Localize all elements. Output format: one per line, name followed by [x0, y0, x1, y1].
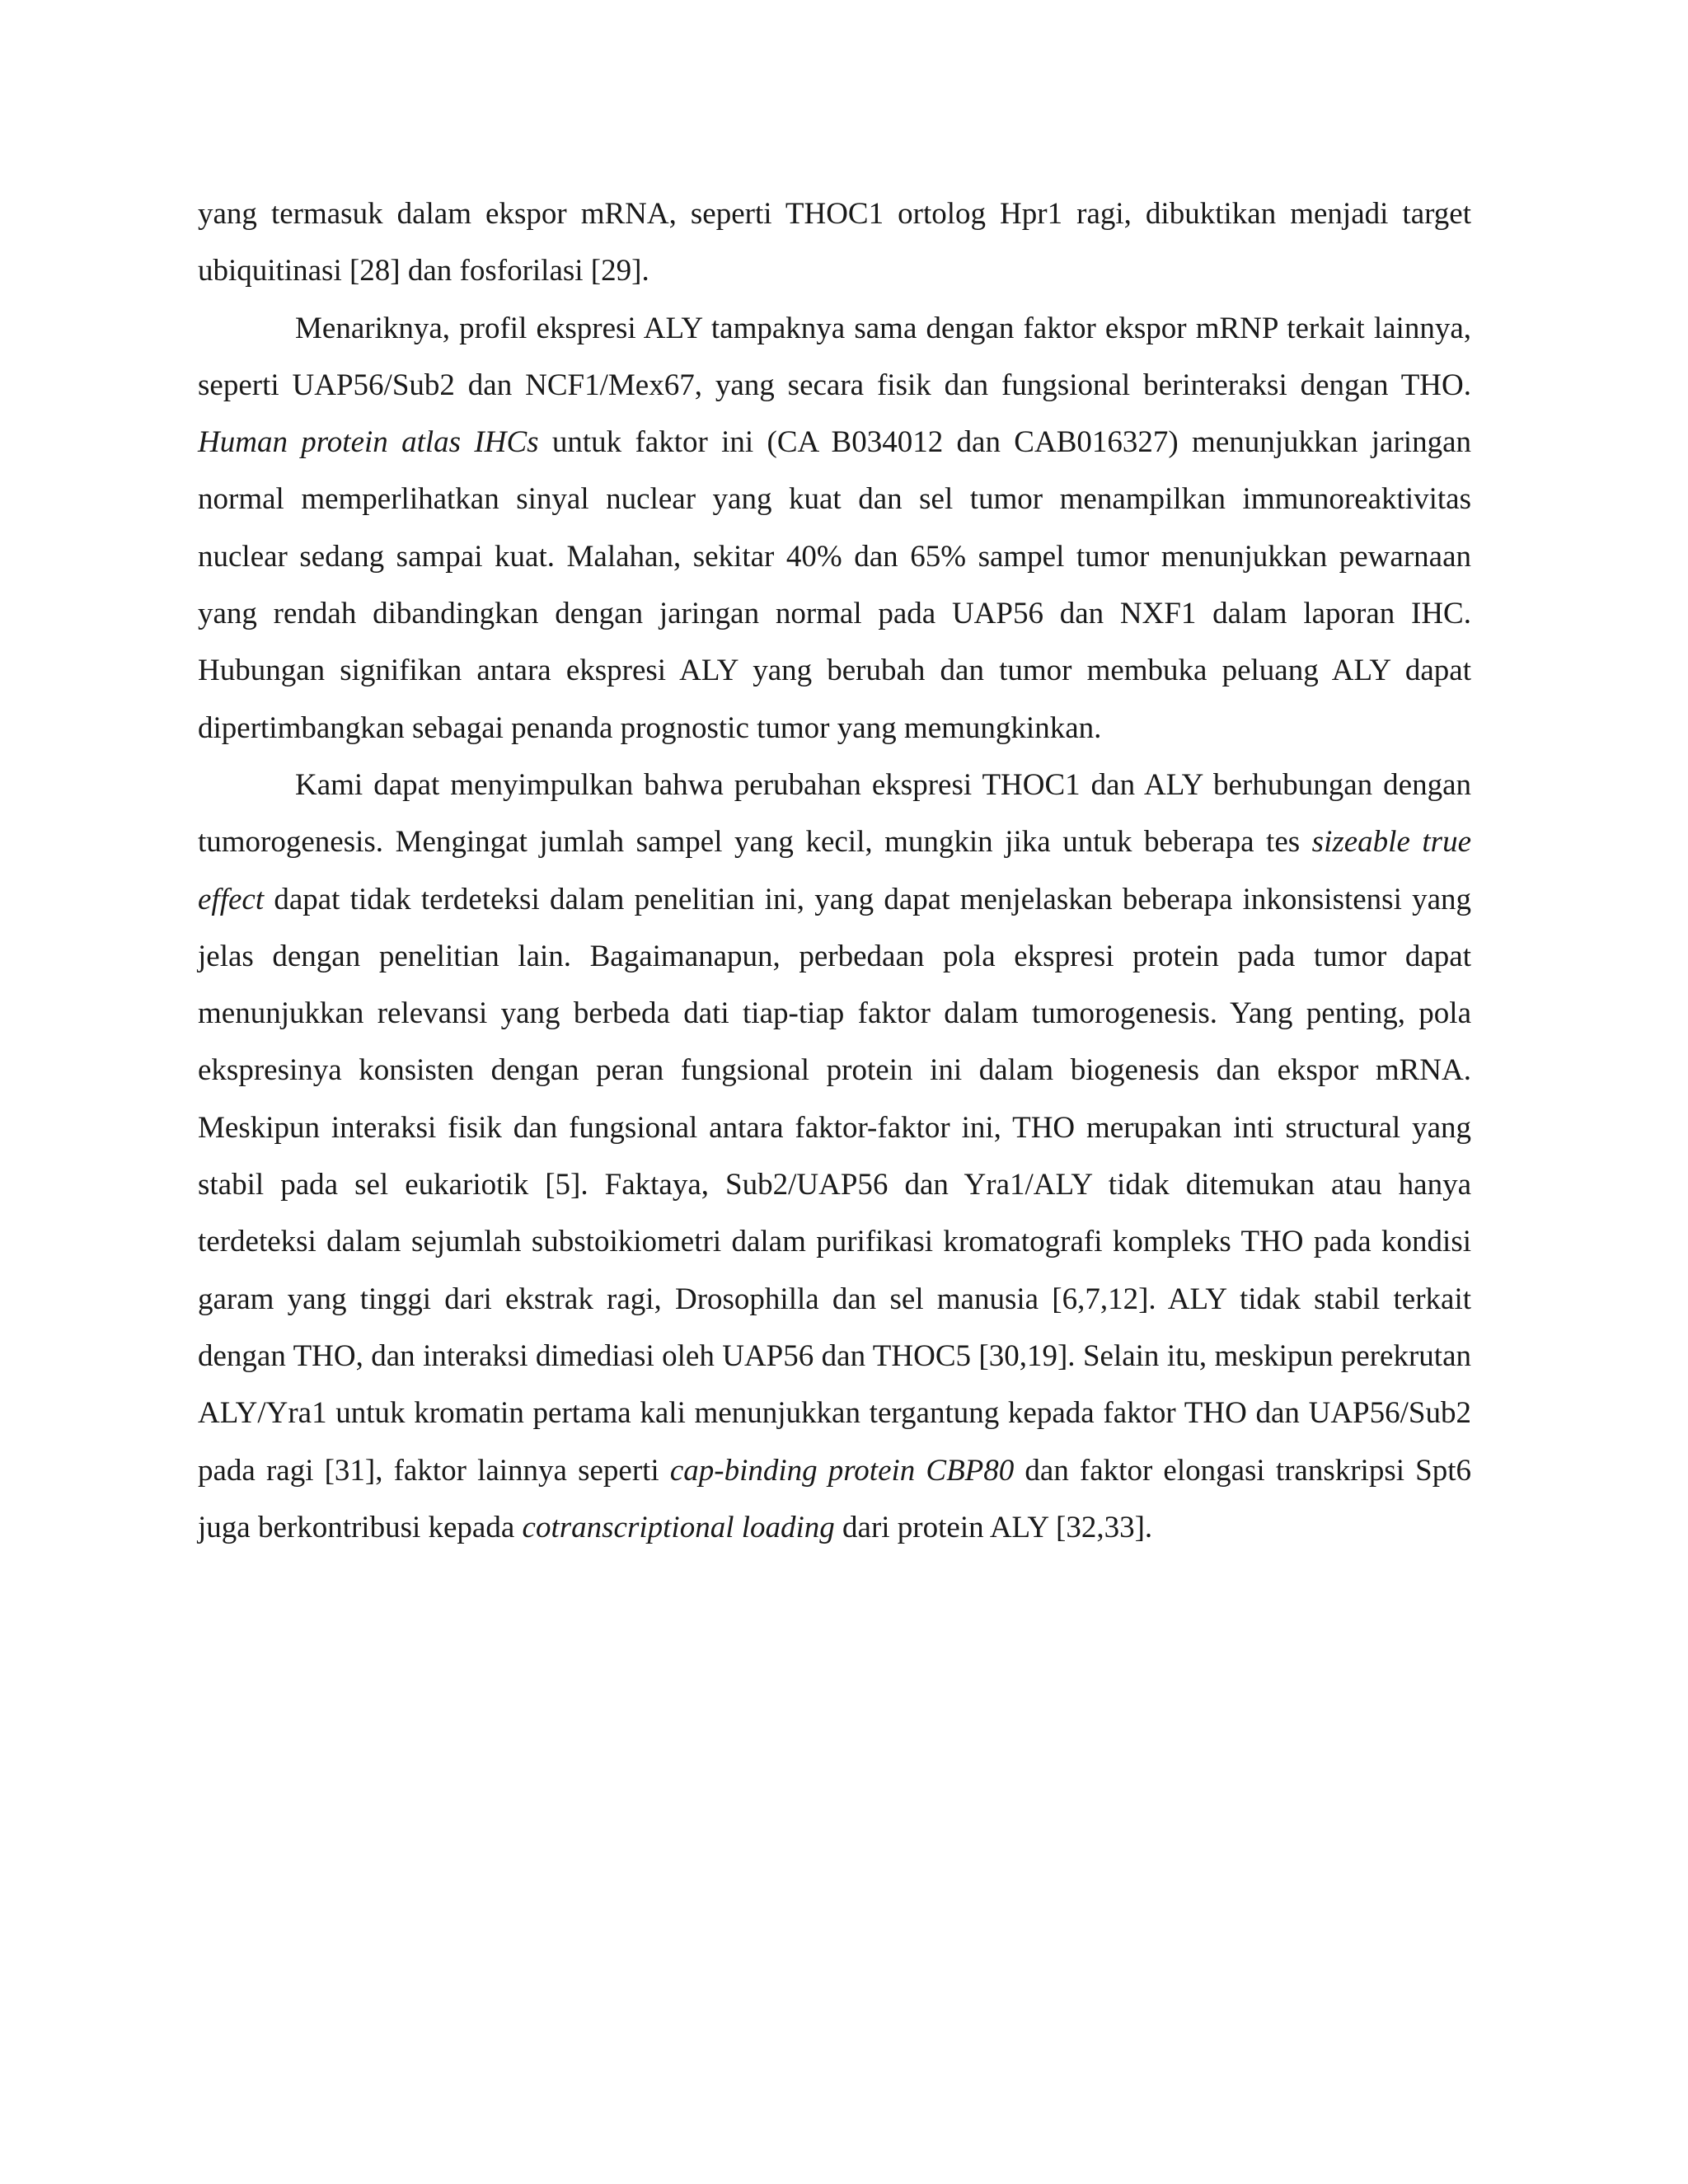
paragraph-2-text-a: Menariknya, profil ekspresi ALY tampaknya sama dengan faktor ekspor mRNP terkait lainnya, seperti UAP56/Sub2 dan NCF1/Mex67, yang secara fisik dan fungsional berinteraksi dengan THO. — [198, 311, 1471, 402]
paragraph-3 — [198, 757, 1471, 1556]
paragraph-3-italic-term-1: sizeable true effect — [198, 825, 1471, 916]
paragraph-2-text-b: untuk faktor ini (CA B034012 dan CAB016327) menunjukkan jaringan normal memperlihatkan sinyal nuclear yang kuat dan sel tumor menampilkan immunoreaktivitas nuclear sedang sampai kuat. Malahan, sekitar 40% dan 65% sampel tumor menunjukkan pewarnaan yang rendah dibandingkan dengan jaringan normal pada UAP56 dan NXF1 dalam laporan IHC. Hubungan signifikan antara ekspresi ALY yang berubah dan tumor membuka peluang ALY dapat dipertimbangkan sebagai penanda prognostic tumor yang memungkinkan. — [198, 425, 1472, 745]
paragraph-3-italic-term-2: cap-binding protein CBP80 — [669, 1453, 1015, 1488]
body-text — [198, 185, 1471, 1556]
paragraph-3-text-d: dari protein ALY [32,33]. — [834, 1510, 1153, 1544]
paragraph-1-text: yang termasuk dalam ekspor mRNA, seperti THOC1 ortolog Hpr1 ragi, dibuktikan menjadi target ubiquitinasi [28] dan fosforilasi [29]. — [198, 197, 1471, 288]
paragraph-3-text-a: Kami dapat menyimpulkan bahwa perubahan ekspresi THOC1 dan ALY berhubungan dengan tumorogenesis. Mengingat jumlah sampel yang kecil, mungkin jika untuk beberapa tes — [198, 767, 1471, 860]
paragraph-3-italic-term-3: cotranscriptional loading — [522, 1510, 835, 1544]
paragraph-1 — [198, 185, 1471, 300]
paragraph-2-italic-term: Human protein atlas IHCs — [198, 425, 539, 460]
paragraph-2 — [198, 300, 1471, 757]
paragraph-3-text-c: dan faktor elongasi transkripsi Spt6 juga berkontribusi kepada — [198, 1453, 1471, 1544]
paragraph-3-text-b: dapat tidak terdeteksi dalam penelitian ini, yang dapat menjelaskan beberapa inkonsistensi yang jelas dengan penelitian lain. Bagaimanapun, perbedaan pola ekspresi protein pada tumor dapat menunjukkan relevansi yang berbeda dati tiap-tiap faktor dalam tumorogenesis. Yang penting, pola ekspresinya konsisten dengan peran fungsional protein ini dalam biogenesis dan ekspor mRNA. Meskipun interaksi fisik dan fungsional antara faktor-faktor ini, THO merupakan inti structural yang stabil pada sel eukariotik [5]. Faktaya, Sub2/UAP56 dan Yra1/ALY tidak ditemukan atau hanya terdeteksi dalam sejumlah substoikiometri dalam purifikasi kromatografi kompleks THO pada kondisi garam yang tinggi dari ekstrak ragi, Drosophilla dan sel manusia [6,7,12]. ALY tidak stabil terkait dengan THO, dan interaksi dimediasi oleh UAP56 dan THOC5 [30,19]. Selain itu, meskipun perekrutan ALY/Yra1 untuk kromatin pertama kali menunjukkan tergantung kepada faktor THO dan UAP56/Sub2 pada ragi [31], faktor lainnya seperti — [198, 882, 1471, 1488]
